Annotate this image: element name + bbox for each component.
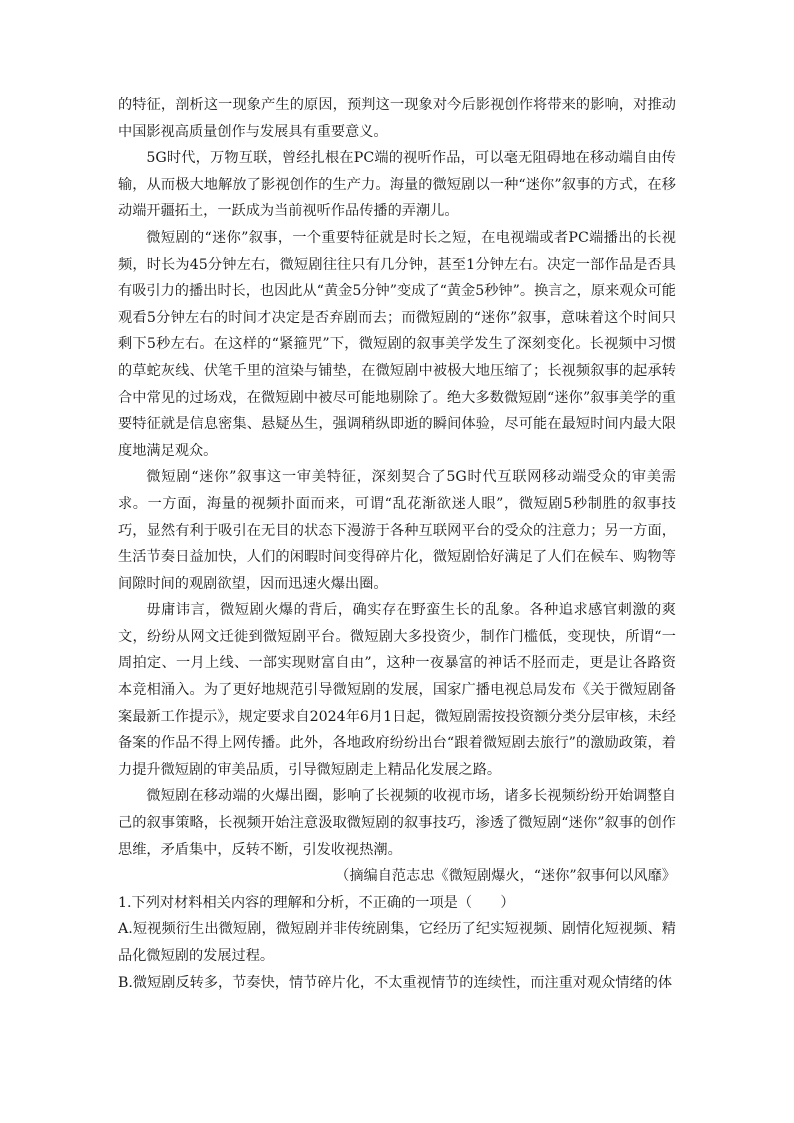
passage-paragraph-long-video-impact: 微短剧在移动端的火爆出圈，影响了长视频的收视市场，诸多长视频纷纷开始调整自己的叙事策略，长视频开始注意汲取微短剧的叙事技巧，渗透了微短剧“迷你”叙事的创作思维，矛盾集中，反转不断，引发收视热潮。 [118, 788, 676, 858]
passage-paragraph-mini-narrative: 微短剧的“迷你”叙事，一个重要特征就是时长之短，在电视端或者PC端播出的长视频，时长为45分钟左右，微短剧往往只有几分钟，甚至1分钟左右。决定一部作品是否具有吸引力的播出时长，也因此从“黄金5分钟”变成了“黄金5秒钟”。换言之，原来观众可能观看5分钟左右的时间才决定是否弃剧而去；而微短剧的“迷你”叙事，意味着这个时间只剩下5秒左右。在这样的“紧箍咒”下，微短剧的叙事美学发生了深刻变化。长视频中习惯的草蛇灰线、伏笔千里的渲染与铺垫，在微短剧中被极大地压缩了；长视频叙事的起承转合中常见的过场戏，在微短剧中被尽可能地剔除了。绝大多数微短剧“迷你”叙事美学的重要特征就是信息密集、悬疑丛生，强调稍纵即逝的瞬间体验，尽可能在最短时间内最大限度地满足观众。 [118, 229, 676, 459]
question-option-b: B.微短剧反转多，节奏快，情节碎片化，不太重视情节的连续性，而注重对观众情绪的体 [118, 974, 673, 991]
passage-paragraph-continued: 的特征，剖析这一现象产生的原因，预判这一现象对今后影视创作将带来的影响，对推动中国影视高质量创作与发展具有重要意义。 [118, 97, 676, 140]
passage-paragraph-5g-era: 5G时代，万物互联，曾经扎根在PC端的视听作品，可以毫无阻碍地在移动端自由传输，从而极大地解放了影视创作的生产力。海量的微短剧以一种“迷你”叙事的方式，在移动端开疆拓土，一跃成为当前视听作品传播的弄潮儿。 [118, 150, 676, 220]
question-option-a: A.短视频衍生出微短剧，微短剧并非传统剧集，它经历了纪实短视频、剧情化短视频、精品化微短剧的发展过程。 [118, 921, 676, 964]
passage-paragraph-aesthetic-fit: 微短剧“迷你”叙事这一审美特征，深刻契合了5G时代互联网移动端受众的审美需求。一方面，海量的视频扑面而来，可谓“乱花渐欲迷人眼”，微短剧5秒制胜的叙事技巧，显然有利于吸引在无目的状态下漫游于各种互联网平台的受众的注意力；另一方面，生活节奏日益加快，人们的闲暇时间变得碎片化，微短剧恰好满足了人们在候车、购物等间隙时间的观剧欲望，因而迅速火爆出圈。 [118, 469, 676, 592]
passage-paragraph-chaos-regulation: 毋庸讳言，微短剧火爆的背后，确实存在野蛮生长的乱象。各种追求感官刺激的爽文，纷纷从网文迁徙到微短剧平台。微短剧大多投资少，制作门槛低，变现快，所谓“一周拍定、一月上线、一部实现财富自由”，这种一夜暴富的神话不胫而走，更是让各路资本竞相涌入。为了更好地规范引导微短剧的发展，国家广播电视总局发布《关于微短剧备案最新工作提示》，规定要求自2024年6月1日起，微短剧需按投资额分类分层审核，未经备案的作品不得上网传播。此外，各地政府纷纷出台“跟着微短剧去旅行”的激励政策，着力提升微短剧的审美品质，引导微短剧走上精品化发展之路。 [118, 602, 676, 778]
document-body [118, 92, 676, 996]
question-stem: 1.下列对材料相关内容的理解和分析，不正确的一项是（ ） [118, 894, 515, 911]
passage-source-citation: （摘编自范志忠《微短剧爆火，“迷你”叙事何以风靡》 [335, 868, 676, 885]
